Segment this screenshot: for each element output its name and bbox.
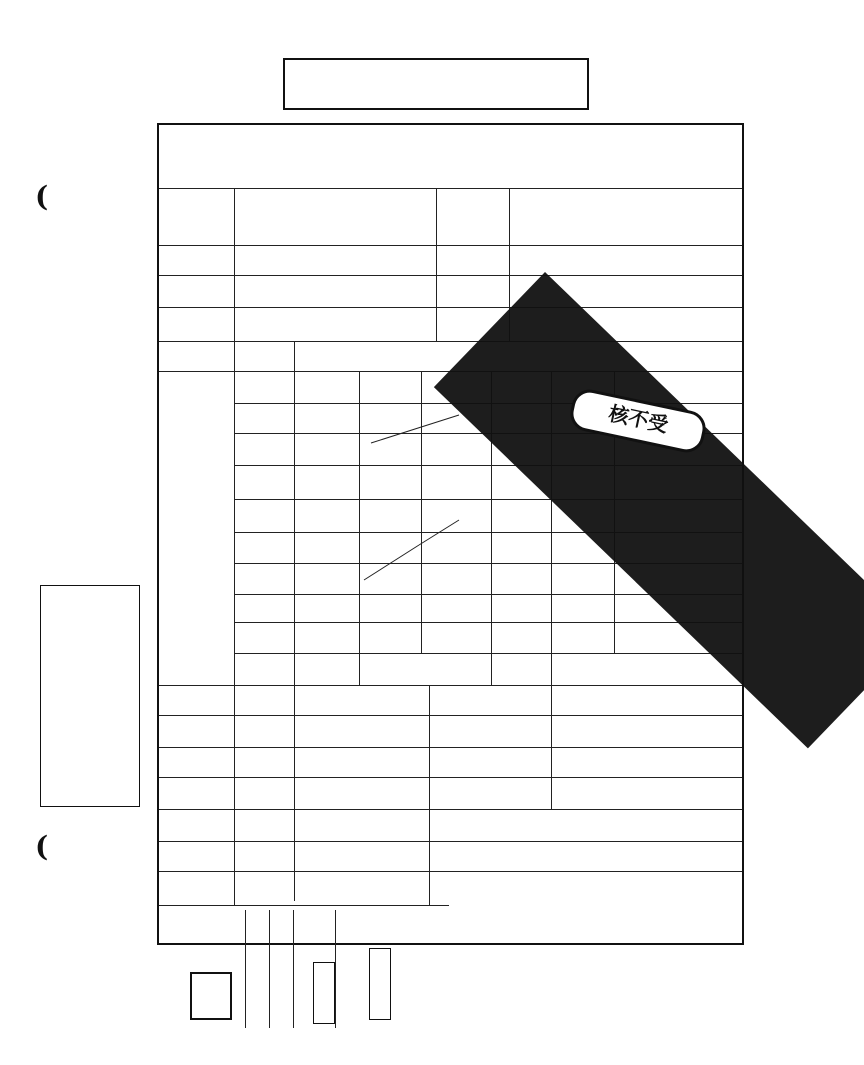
tax-notice-stamp <box>283 58 589 110</box>
edge-mark-1: ( <box>35 180 49 213</box>
round-stamp: 核不受 <box>567 386 709 455</box>
bottom-left-stamp <box>190 972 232 1020</box>
approval-seal-2 <box>369 948 391 1020</box>
edge-mark-2: ( <box>35 830 49 863</box>
approval-seal-1 <box>313 962 335 1024</box>
approval-strip <box>245 910 395 1030</box>
side-note-stamp <box>40 585 140 807</box>
